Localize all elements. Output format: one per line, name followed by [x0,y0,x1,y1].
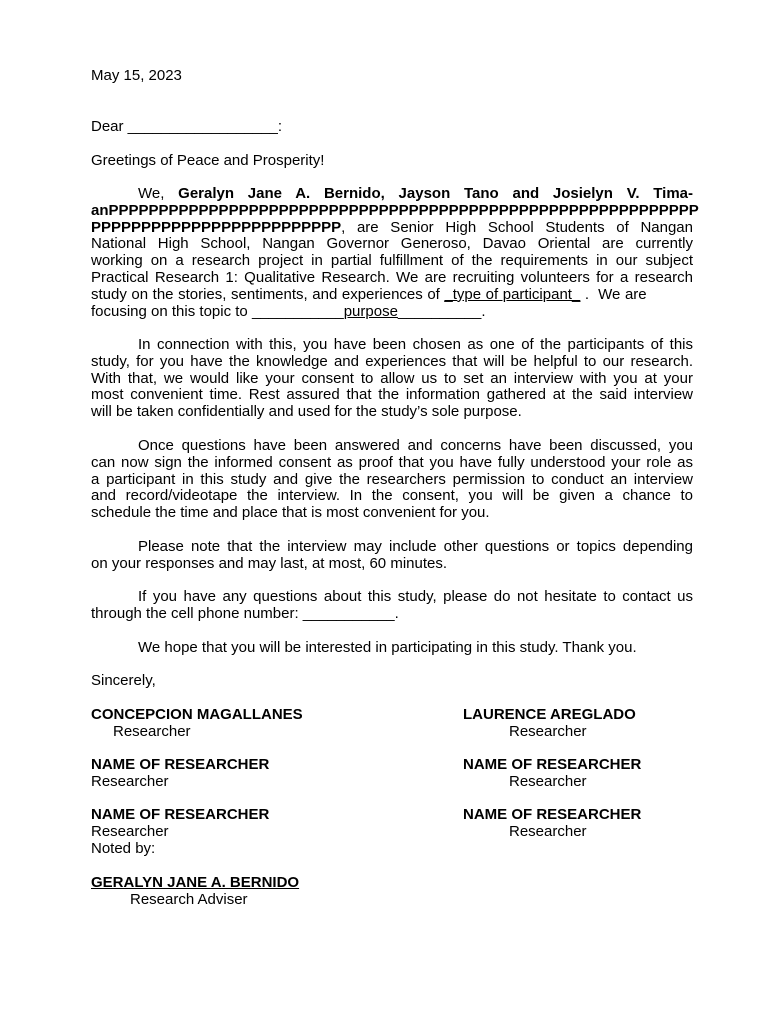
signatory-name: NAME OF RESEARCHER [463,806,642,823]
intro-line-2: anPPPPPPPPPPPPPPPPPPPPPPPPPPPPPPPPPPPPPPPPPPPPPPPPPPPPPPPPPPP [91,201,699,219]
consent-line: will be taken confidentially and used for the study’s sole purpose. [91,403,522,421]
informed-consent-line: and record/videotape the interview. In the consent, you will be given a chance to [91,487,693,505]
noted-by-label: Noted by: [91,839,156,857]
informed-consent-line: a participant in this study and give the researchers permission to conduct an interview [91,470,693,488]
signatory-role: Researcher [113,722,191,740]
signatory-name: CONCEPCION MAGALLANES [91,706,303,723]
signatory-name: NAME OF RESEARCHER [91,806,270,823]
consent-line: With that, we would like your consent to allow us to set an interview with you at your [91,369,693,387]
intro-line-5: working on a research project in partial fulfillment of the requirements in our subject [91,252,693,270]
signatory-role: Researcher [91,772,169,790]
informed-consent-line: can now sign the informed consent as proof that you have fully understood your role as [91,453,693,471]
intro-line-3: PPPPPPPPPPPPPPPPPPPPPPPPP, are Senior High School Students of Nangan [91,218,693,236]
salutation: Dear __________________: [91,118,283,135]
interview-note-line: on your responses and may last, at most, 60 minutes. [91,554,448,572]
contact-line: If you have any questions about this study, please do not hesitate to contact us [138,588,693,605]
purpose-blank: ___________purpose__________ [251,302,482,320]
paragraph-intro [91,185,699,320]
intro-line-7: study on the stories, sentiments, and experiences of _type of participant_ . We are [91,285,647,303]
informed-consent-line: schedule the time and place that is most convenient for you. [91,504,490,522]
signatory-role: Researcher [91,822,169,840]
thanks-line: We hope that you will be interested in participating in this study. Thank you. [138,639,637,656]
consent-line: In connection with this, you have been chosen as one of the participants of this [138,336,693,353]
signatory-left-2 [91,757,269,791]
signatory-name: LAURENCE AREGLADO [463,706,636,723]
intro-line-6: Practical Research 1: Qualitative Research. We are recruiting volunteers for a research [91,268,693,286]
contact-line: through the cell phone number: ___________. [91,604,399,622]
adviser-block [91,875,299,909]
interview-note-line: Please note that the interview may include other questions or topics depending [138,538,693,555]
researcher-names: Geralyn Jane A. Bernido, Jayson Tano and Josielyn V. Tima- [178,185,693,202]
informed-consent-line: Once questions have been answered and concerns have been discussed, you [138,437,693,454]
signatory-left-3 [91,807,269,857]
paragraph-contact [91,589,693,623]
adviser-name: GERALYN JANE A. BERNIDO [91,874,300,891]
consent-line: most convenient time. Rest assured that the information gathered at the said interview [91,386,693,404]
signatory-left-1 [91,707,303,741]
closing: Sincerely, [91,672,156,689]
intro-line-8: focusing on this topic to ___________purpose__________. [91,302,486,320]
signatory-right-3 [463,807,641,841]
paragraph-interview-note [91,539,693,573]
letter-date: May 15, 2023 [91,67,182,84]
intro-line-1: We, Geralyn Jane A. Bernido, Jayson Tano and Josielyn V. Tima- [138,185,693,202]
signatory-right-2 [463,757,641,791]
adviser-role: Research Adviser [130,890,248,908]
signatory-role: Researcher [509,822,587,840]
signatory-name: NAME OF RESEARCHER [91,756,270,773]
participant-type-blank: _type of participant_ [444,285,581,303]
intro-line-4: National High School, Nangan Governor Generoso, Davao Oriental are currently [91,235,693,253]
consent-line: study, for you have the knowledge and experiences that will be helpful to our research. [91,352,693,370]
paragraph-thanks [91,640,693,657]
signatory-name: NAME OF RESEARCHER [463,756,642,773]
signatory-role: Researcher [509,722,587,740]
paragraph-consent-request [91,337,693,421]
greeting: Greetings of Peace and Prosperity! [91,152,325,169]
paragraph-informed-consent [91,438,693,522]
signatory-right-1 [463,707,636,741]
signatory-role: Researcher [509,772,587,790]
